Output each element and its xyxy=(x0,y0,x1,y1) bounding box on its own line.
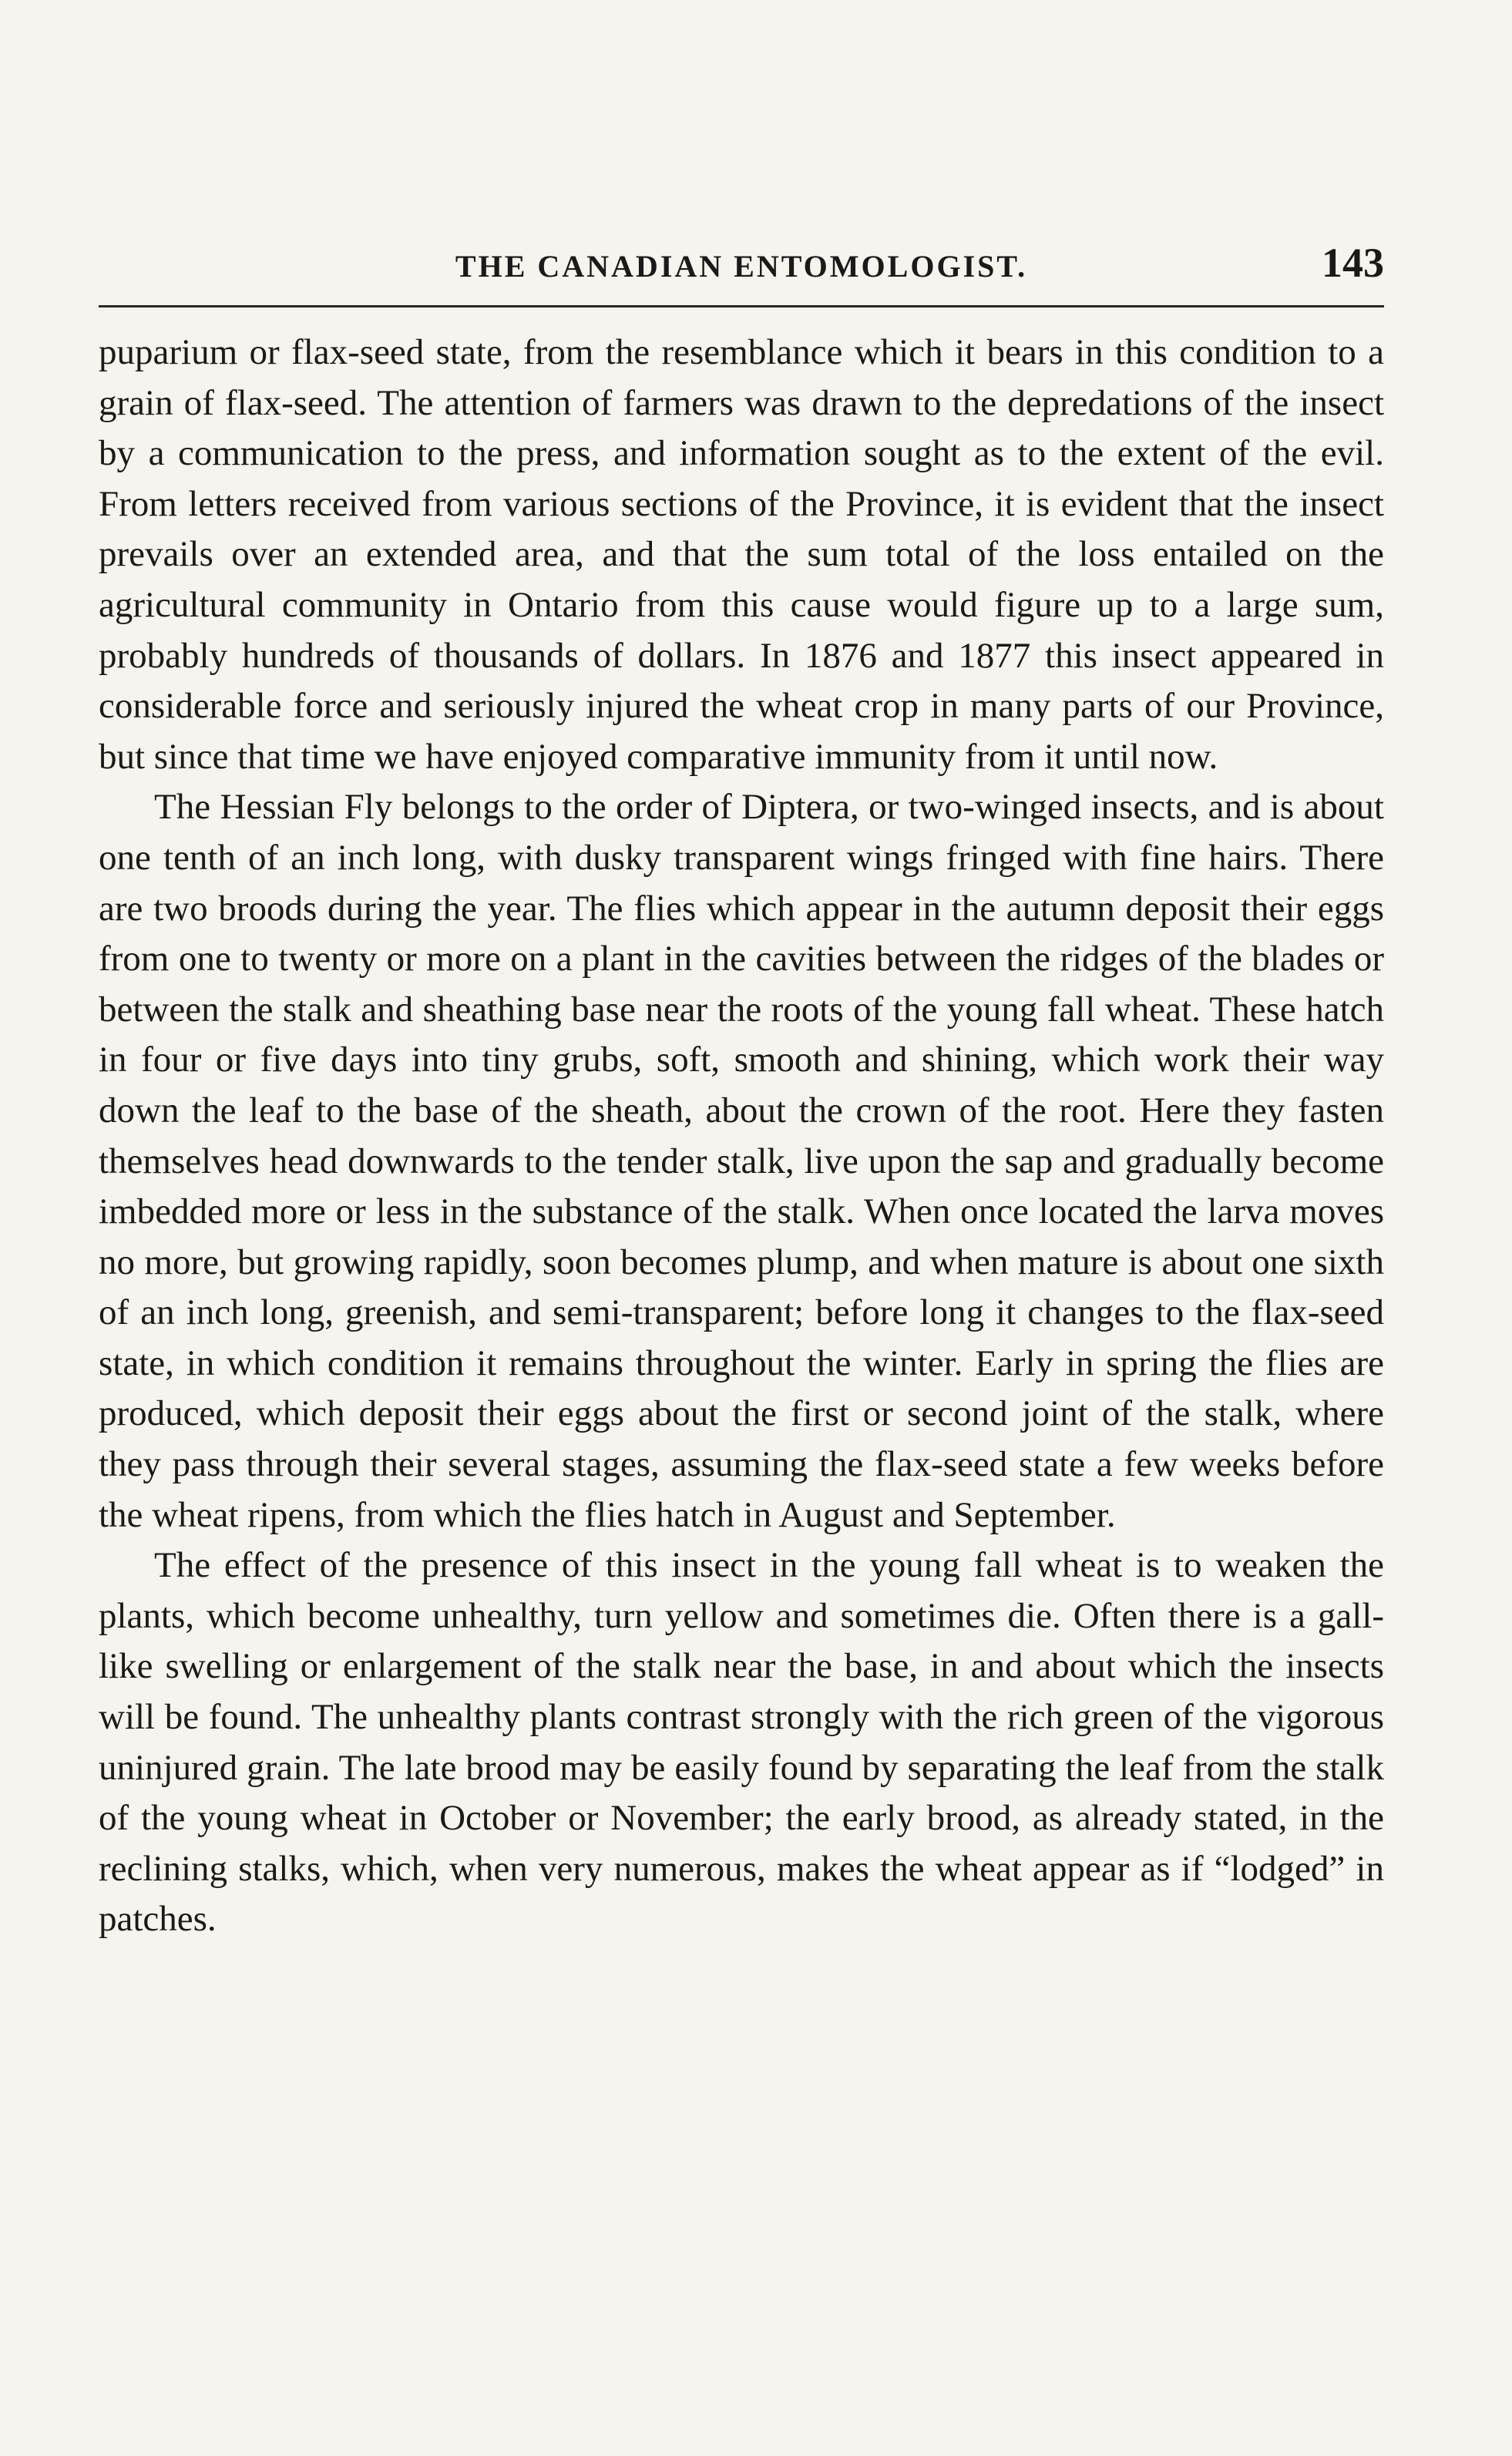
paragraph-1: puparium or flax-seed state, from the resemblance which it bears in this condition to a grain of flax-seed. The attention of farmers was drawn to the depredations of the insect by a communication to the press, and information sought as to the extent of the evil. From letters received from various sections of the Province, it is evident that the insect prevails over an extended area, and that the sum total of the loss entailed on the agricultural community in Ontario from this cause would figure up to a large sum, probably hundreds of thousands of dollars. In 1876 and 1877 this insect appeared in considerable force and seriously injured the wheat crop in many parts of our Province, but since that time we have enjoyed comparative immunity from it until now. xyxy=(99,332,1384,777)
body-text xyxy=(99,328,1384,1945)
page xyxy=(99,231,1384,1945)
journal-title: THE CANADIAN ENTOMOLOGIST. xyxy=(455,249,1028,284)
paragraph-3: The effect of the presence of this insect in the young fall wheat is to weaken the plants, which become unhealthy, turn yellow and sometimes die. Often there is a gall-like swelling or enlargement of the stalk near the base, in and about which the insects will be found. The unhealthy plants contrast strongly with the rich green of the vigorous uninjured grain. The late brood may be easily found by separating the leaf from the stalk of the young wheat in October or November; the early brood, as already stated, in the reclining stalks, which, when very numerous, makes the wheat appear as if “lodged” in patches. xyxy=(99,1545,1384,1940)
running-head xyxy=(99,231,1384,293)
header-rule xyxy=(99,305,1384,307)
paragraph-2: The Hessian Fly belongs to the order of Diptera, or two-winged insects, and is about one tenth of an inch long, with dusky transparent wings fringed with fine hairs. There are two broods during the year. The flies which appear in the autumn deposit their eggs from one to twenty or more on a plant in the cavities between the ridges of the blades or between the stalk and sheathing base near the roots of the young fall wheat. These hatch in four or five days into tiny grubs, soft, smooth and shining, which work their way down the leaf to the base of the sheath, about the crown of the root. Here they fasten themselves head downwards to the tender stalk, live upon the sap and gradually become imbedded more or less in the substance of the stalk. When once located the larva moves no more, but growing rapidly, soon becomes plump, and when mature is about one sixth of an inch long, greenish, and semi-transparent; before long it changes to the flax-seed state, in which condition it remains throughout the winter. Early in spring the flies are produced, which deposit their eggs about the first or second joint of the stalk, where they pass through their several stages, assuming the flax-seed state a few weeks before the wheat ripens, from which the flies hatch in August and September. xyxy=(99,787,1384,1535)
page-number: 143 xyxy=(1322,240,1384,286)
